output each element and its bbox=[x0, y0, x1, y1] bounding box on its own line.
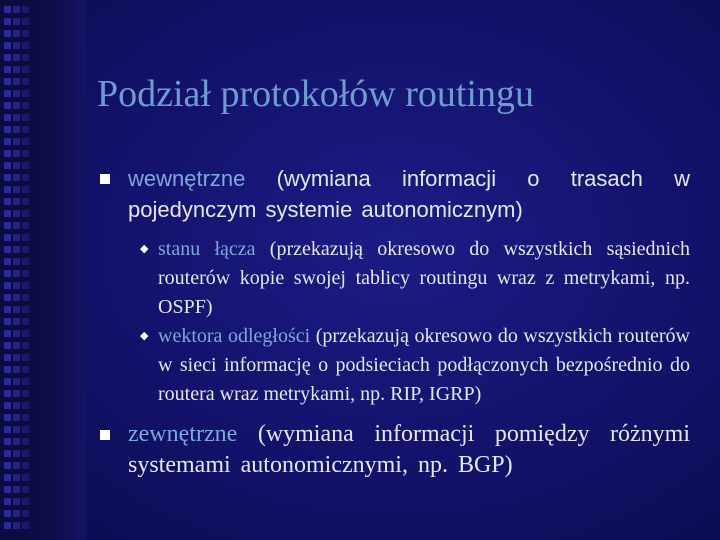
term-distance-vector: wektora odległości bbox=[158, 325, 311, 347]
term-link-state: stanu łącza bbox=[158, 238, 256, 260]
square-bullet-icon bbox=[100, 174, 110, 184]
subitem-text: (przekazują okresowo do wszystkich routerów w sieci informację o podsieciach podłączonych bezpośrednio do routera wraz metrykami, np. RIP, IGRP) bbox=[158, 325, 690, 405]
slide-content bbox=[98, 163, 690, 481]
decorative-left-band bbox=[0, 0, 86, 540]
sublist-item-distance-vector bbox=[126, 322, 690, 409]
item-text: (wymiana informacji pomiędzy różnymi systemami autonomicznymi, np. BGP) bbox=[128, 421, 690, 478]
square-bullet-icon bbox=[100, 430, 110, 440]
decorative-squares-column bbox=[13, 6, 20, 534]
subitem-text: (przekazują okresowo do wszystkich sąsiednich routerów kopie swojej tablicy routingu wraz z metrykami, np. OSPF) bbox=[158, 238, 690, 318]
diamond-bullet-icon: ◆ bbox=[140, 242, 149, 255]
list-item-internal bbox=[98, 163, 690, 225]
decorative-squares-column bbox=[22, 6, 29, 534]
item-text: (wymiana informacji o trasach w pojedynczym systemie autonomicznym) bbox=[128, 166, 690, 222]
term-external: zewnętrzne bbox=[128, 421, 238, 447]
slide-title: Podział protokołów routingu bbox=[97, 73, 534, 115]
diamond-bullet-icon: ◆ bbox=[140, 329, 149, 342]
list-item-external bbox=[98, 419, 690, 481]
term-internal: wewnętrzne bbox=[128, 166, 246, 191]
sublist bbox=[126, 235, 690, 409]
decorative-squares-column bbox=[4, 6, 11, 534]
sublist-item-link-state bbox=[126, 235, 690, 322]
